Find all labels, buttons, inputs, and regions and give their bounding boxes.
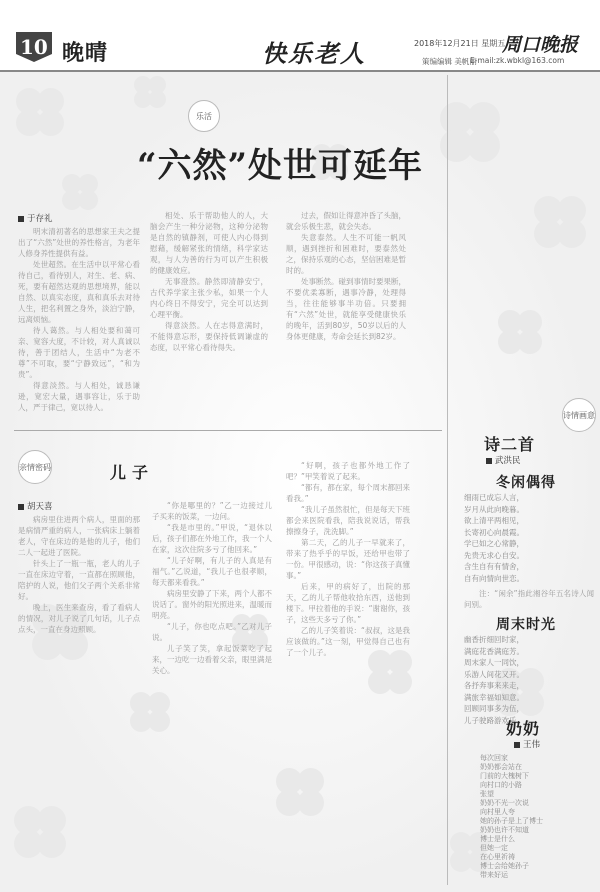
article2-author: 胡天喜 xyxy=(18,500,53,512)
poem3-author: 王伟 xyxy=(514,738,540,750)
article1-author: 于存礼 xyxy=(18,212,53,224)
column-divider xyxy=(447,75,448,885)
article1-col2: 相处、乐于帮助他人的人，大脑会产生一种分泌物，这种分泌物是自然的镇静剂，可使人内心得到慰藉，缓解紧张的情绪，科学家达观，与人为善的行为可以产生积极的健康效应。 无事澄然。静然即清静安宁，古代养学家主张少私，如果一个人内心终日不得安宁，完全可以达到心理平衡。 得意淡然。人在志得意满时，不能得意忘形，要保持低调谦虚的态度，以平常心看待得失。 xyxy=(150,211,268,352)
column-title: 晚晴 xyxy=(62,40,109,66)
sidebar-author: 武洪民 xyxy=(486,454,521,466)
article2-col1: 病房里住进两个病人，里面的那是病情严重的病人，一张病床上躺着老人，守在床边的是他的儿子，他们二人一起进了医院。 针头上了一瓶一瓶，老人的儿子一直在床边守着，一直都在照顾他，陪护的人说，他们父子两个关系非常好。 晚上，医生来查房，看了看病人的情况，对儿子说了几句话，儿子点点头，一直在身边照顾。 xyxy=(18,515,140,634)
newspaper-logo: 周口晚报 xyxy=(502,34,579,56)
section-title: 快乐老人 xyxy=(262,39,366,68)
article2-title: 儿子 xyxy=(110,463,155,482)
editor-credit: 策编编辑 美帆丽 xyxy=(422,57,477,66)
poem2-lines: 幽香折细回时家， 满庭花香满庭芳。 周末家人一同饮， 乐游人间花又开。 各抒奔事来来走， 满旅幸福如知意。 回顾同事多为伍， 儿子驶路游欢乐。 xyxy=(464,635,524,725)
poem1-lines: 细雨已成忘人言， 岁月从此向晚暮。 欲上清平两相见， 长寄初心向晨霞。 学已如之心常静， 先贵无求心自安。 含生自有有情舍， 自有向情向世恋。 xyxy=(464,493,524,583)
poem3-title: 奶奶 xyxy=(506,719,541,738)
poem1-note: 注：“闲余”指此湘谷年五名诗人闻问别。 xyxy=(464,589,594,609)
page-number: 10 xyxy=(20,35,48,59)
article1-col1: 明末清初著名的思想家王夫之提出了“六然”处世的养性格言，为老年人修身养性提供有益。 处世超然。在生活中以平常心看待自己，看待别人，对生、老、病、死，要有超然达观的思想境界，能以自然、以真实态度，真和真乐去对待人生，把名利置之身外，淡泊宁静，远离烦恼。 待人蔼然。与人相处要和蔼可亲、宽容大度，不计较，对人真诚以待，善于团结人，生活中“为老不尊”不可取，要“宁静致远”，“和为贵”。 得意淡然。与人相处，诚恳谦逊，宽宏大量，遇事容让，乐于助人，严于律己，宽以待人。 xyxy=(18,227,140,412)
article2-col3: “好啊，孩子也都外地工作了吧？”甲笑着说了起来。 “都有，都在家，每个周末都回来看我。” “我儿子虽然很忙，但是每天下班都会来医院看我，陪我说说话，帮我擦擦身子，洗洗脚。” 第二天，乙的儿子一早就来了，带来了热乎乎的早饭，还给甲也带了一份。甲很感动，说：“你这孩子真懂事。” 后来，甲的病好了，出院的那天，乙的儿子帮他收拾东西，送他到楼下。甲拉着他的手说：“谢谢你，孩子，这些天多亏了你。” 乙的儿子笑着说：“叔叔，这是我应该做的。”这一刻，甲觉得自己也有了一个儿子。 xyxy=(286,461,410,657)
section-divider xyxy=(14,430,442,431)
sidebar-label: 诗情画意 xyxy=(562,398,596,432)
poem1-title: 冬闲偶得 xyxy=(496,475,556,491)
editor-email: E-mail:zk.wbkl@163.com xyxy=(470,56,565,65)
page-number-badge xyxy=(14,30,54,64)
sidebar-heading: 诗二首 xyxy=(484,435,536,454)
article2-label: 亲情密码 xyxy=(18,450,52,484)
article1-label: 乐活 xyxy=(188,100,220,132)
issue-date: 2018年12月21日 星期五 xyxy=(414,39,506,48)
article2-col2: “你是哪里的？”乙一边接过儿子买来的饭菜，一边问。 “我是市里的。”甲说，“退休以后，孩子们都在外地工作，我一个人在家，这次住院多亏了他回来。” “儿子好啊，有儿子的人真是有福气。”乙说道，“我儿子也很孝顺，每天都来看我。” 病房里安静了下来，两个人都不说话了。窗外的阳光照进来，温暖而明亮。 “儿子，你也吃点吧。”乙对儿子说。 儿子笑了笑，拿起饭菜吃了起来，一边吃一边看着父亲，眼里满是关心。 xyxy=(152,501,272,675)
poem2-title: 周末时光 xyxy=(496,617,556,633)
article1-title: “六然”处世可延年 xyxy=(136,146,424,186)
poem3-lines: 每次回家 奶奶都会站在 门前的大槐树下 向村口的小路 张望 奶奶不光一次说 向村里人夸 她的孙子是上了博士 奶奶也许不知道 博士是什么 但她一定 在心里祈祷 博士会给她孙子 带来好运 xyxy=(480,754,543,879)
page-header xyxy=(0,0,600,72)
article1-col3: 过去，假如让得意冲昏了头脑，就会乐极生悲，就会失态。 失意泰然。人生不可能一帆风顺，遇到挫折和困难时，要泰然处之，保持乐观的心态，坚信困难是暂时的。 处事断然。碰到事情时要果断，不要优柔寡断，遇事冷静，处理得当，往往能够事半功倍。只要拥有“六然”处世，就能享受健康快乐的晚年，活到80岁，50岁以后的人身体更健康，寿命会延长到82岁。 xyxy=(286,211,406,341)
